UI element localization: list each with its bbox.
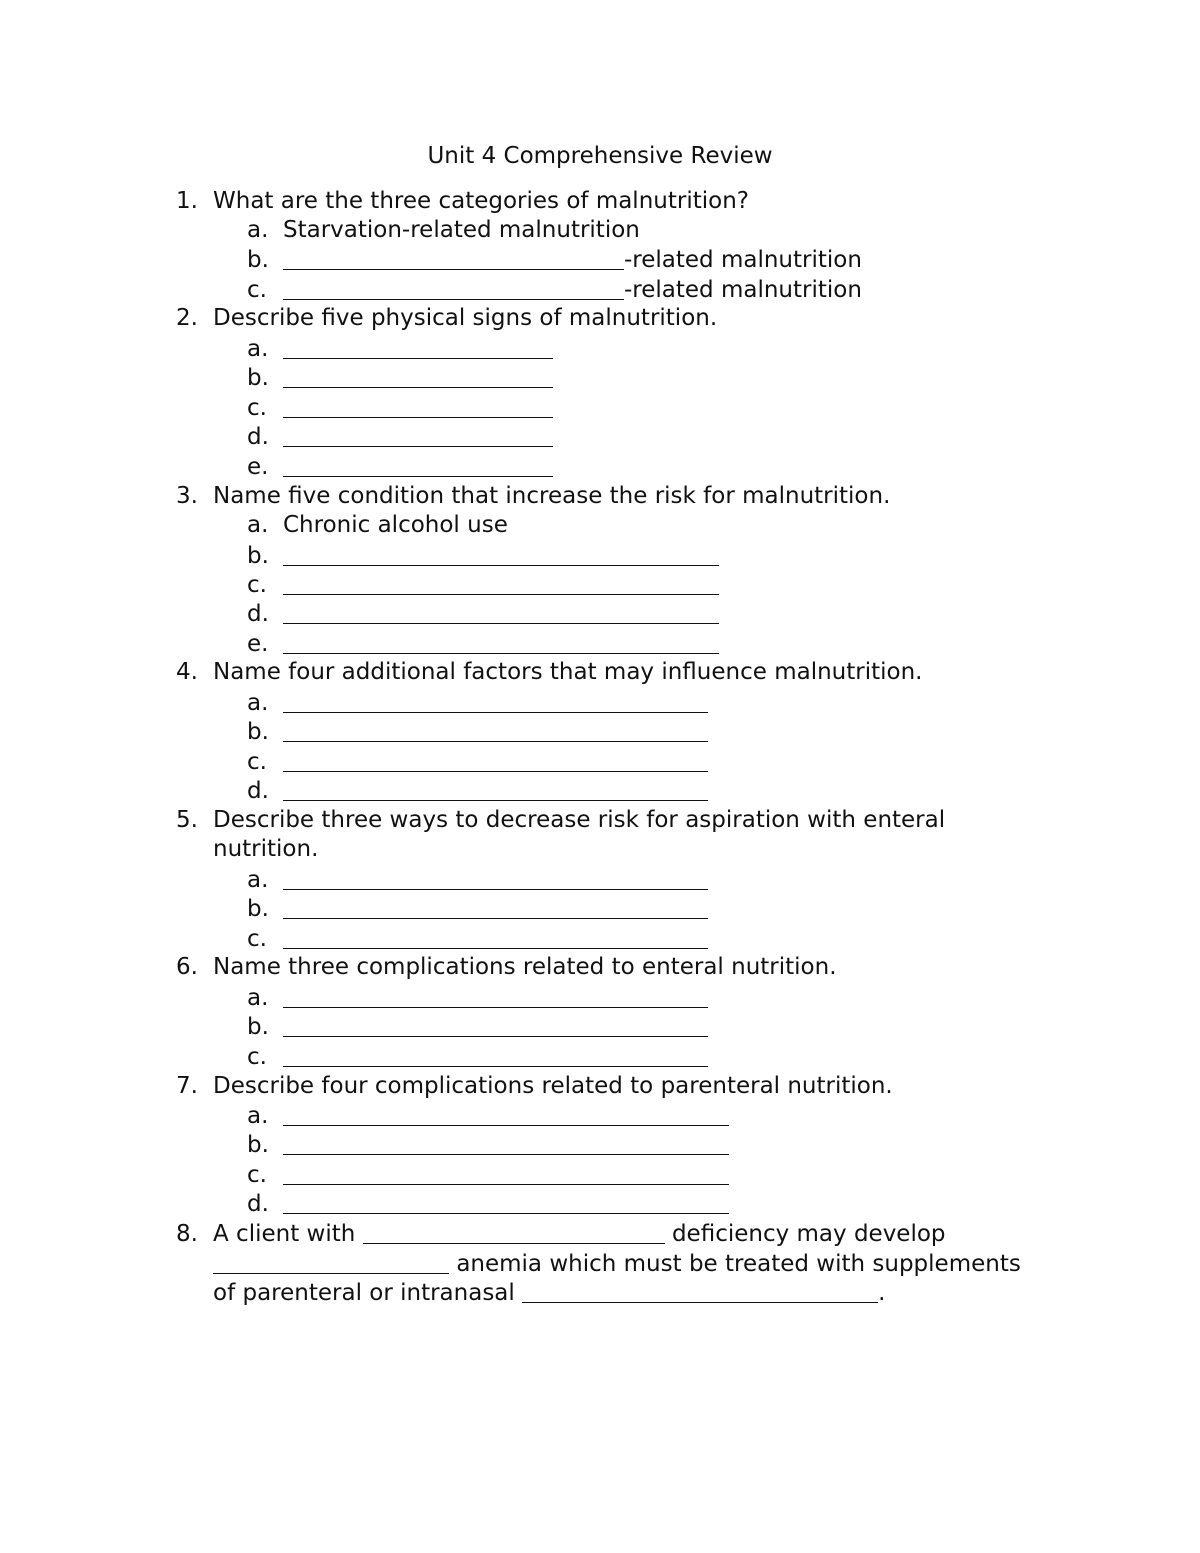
page-title: Unit 4 Comprehensive Review (427, 143, 773, 169)
q3-item-e (247, 628, 719, 658)
q7-item-a (247, 1100, 729, 1130)
item-letter: c. (247, 277, 267, 303)
answer-blank[interactable] (283, 424, 553, 447)
answer-blank[interactable] (283, 277, 624, 300)
q7-item-d (247, 1188, 729, 1218)
answer-blank[interactable] (283, 1103, 729, 1126)
item-letter: c. (247, 926, 267, 952)
question-number: 3. (176, 483, 198, 509)
answer-blank[interactable] (283, 778, 708, 801)
q2-item-b (247, 362, 553, 392)
q1-item-c (247, 274, 862, 304)
item-letter: a. (247, 512, 269, 538)
q6-item-b (247, 1011, 708, 1041)
item-letter: b. (247, 1014, 269, 1040)
answer-blank[interactable] (283, 867, 708, 890)
question-number: 6. (176, 954, 198, 980)
question-7 (176, 1071, 893, 1101)
item-letter: a. (247, 985, 269, 1011)
item-letter: c. (247, 395, 267, 421)
question-number: 1. (176, 188, 198, 214)
q3-item-d (247, 598, 719, 628)
q6-item-a (247, 982, 708, 1012)
answer-blank[interactable] (283, 1162, 729, 1185)
question-text-part4: of parenteral or intranasal (213, 1280, 515, 1306)
q7-item-c (247, 1159, 729, 1189)
question-text-part1: A client with (213, 1221, 356, 1247)
item-letter: e. (247, 631, 269, 657)
answer-blank[interactable] (283, 1014, 708, 1037)
item-letter: d. (247, 424, 269, 450)
question-8-line-2 (213, 1248, 1021, 1278)
item-letter: a. (247, 336, 269, 362)
item-answer: Starvation-related malnutrition (283, 217, 640, 243)
question-text: Describe four complications related to parenteral nutrition. (213, 1073, 893, 1099)
item-letter: d. (247, 601, 269, 627)
question-number: 7. (176, 1073, 198, 1099)
q4-item-b (247, 716, 708, 746)
q1-item-b (247, 244, 862, 274)
item-letter: a. (247, 867, 269, 893)
answer-blank[interactable] (283, 1191, 729, 1214)
answer-blank[interactable] (283, 454, 553, 477)
q2-item-d (247, 421, 553, 451)
q2-item-e (247, 451, 553, 481)
item-letter: b. (247, 896, 269, 922)
answer-blank[interactable] (363, 1221, 665, 1244)
question-number: 4. (176, 659, 198, 685)
item-suffix: -related malnutrition (624, 247, 862, 273)
question-1 (176, 186, 749, 216)
question-5-continued: nutrition. (213, 836, 319, 862)
answer-blank[interactable] (283, 749, 708, 772)
answer-blank[interactable] (283, 985, 708, 1008)
question-4 (176, 657, 922, 687)
question-text: Describe three ways to decrease risk for aspiration with enteral (213, 807, 946, 833)
answer-blank[interactable] (283, 631, 719, 654)
q1-item-a (247, 215, 640, 245)
item-answer: Chronic alcohol use (283, 512, 508, 538)
item-letter: b. (247, 365, 269, 391)
item-letter: b. (247, 247, 269, 273)
answer-blank[interactable] (213, 1251, 449, 1274)
question-text-part2: deficiency may develop (671, 1221, 946, 1247)
question-text: Name four additional factors that may influence malnutrition. (213, 659, 923, 685)
item-letter: c. (247, 749, 267, 775)
answer-blank[interactable] (283, 1132, 729, 1155)
item-letter: d. (247, 1191, 269, 1217)
q4-item-a (247, 687, 708, 717)
q5-item-c (247, 923, 708, 953)
answer-blank[interactable] (283, 395, 553, 418)
question-number: 2. (176, 305, 198, 331)
answer-blank[interactable] (283, 1044, 708, 1067)
item-letter: b. (247, 719, 269, 745)
question-3 (176, 481, 890, 511)
question-text-part3: anemia which must be treated with supplements (456, 1251, 1021, 1277)
item-letter: d. (247, 778, 269, 804)
answer-blank[interactable] (283, 926, 708, 949)
item-letter: c. (247, 1044, 267, 1070)
q5-item-a (247, 864, 708, 894)
question-2 (176, 303, 717, 333)
item-letter: a. (247, 217, 269, 243)
question-text-part5: . (878, 1280, 886, 1306)
question-5 (176, 805, 945, 835)
question-text: What are the three categories of malnutrition? (213, 188, 749, 214)
q2-item-c (247, 392, 553, 422)
question-text: Describe five physical signs of malnutrition. (213, 305, 718, 331)
question-text: Name five condition that increase the risk for malnutrition. (213, 483, 891, 509)
answer-blank[interactable] (283, 365, 553, 388)
question-text: Name three complications related to enteral nutrition. (213, 954, 837, 980)
answer-blank[interactable] (283, 336, 553, 359)
q3-item-c (247, 569, 719, 599)
answer-blank[interactable] (522, 1280, 878, 1303)
answer-blank[interactable] (283, 601, 719, 624)
answer-blank[interactable] (283, 572, 719, 595)
item-letter: a. (247, 1103, 269, 1129)
item-letter: b. (247, 1132, 269, 1158)
answer-blank[interactable] (283, 690, 708, 713)
item-letter: b. (247, 543, 269, 569)
q3-item-a (247, 510, 508, 540)
question-6 (176, 952, 837, 982)
answer-blank[interactable] (283, 896, 708, 919)
item-letter: e. (247, 454, 269, 480)
question-8-line-3 (213, 1277, 885, 1307)
question-number: 5. (176, 807, 198, 833)
item-letter: a. (247, 690, 269, 716)
q2-item-a (247, 333, 553, 363)
item-letter: c. (247, 1162, 267, 1188)
q7-item-b (247, 1129, 729, 1159)
answer-blank[interactable] (283, 247, 624, 270)
q6-item-c (247, 1041, 708, 1071)
question-number: 8. (176, 1221, 198, 1247)
q4-item-d (247, 775, 708, 805)
answer-blank[interactable] (283, 543, 719, 566)
item-letter: c. (247, 572, 267, 598)
item-suffix: -related malnutrition (624, 277, 862, 303)
q3-item-b (247, 540, 719, 570)
question-8 (176, 1218, 946, 1248)
q5-item-b (247, 893, 708, 923)
answer-blank[interactable] (283, 719, 708, 742)
q4-item-c (247, 746, 708, 776)
